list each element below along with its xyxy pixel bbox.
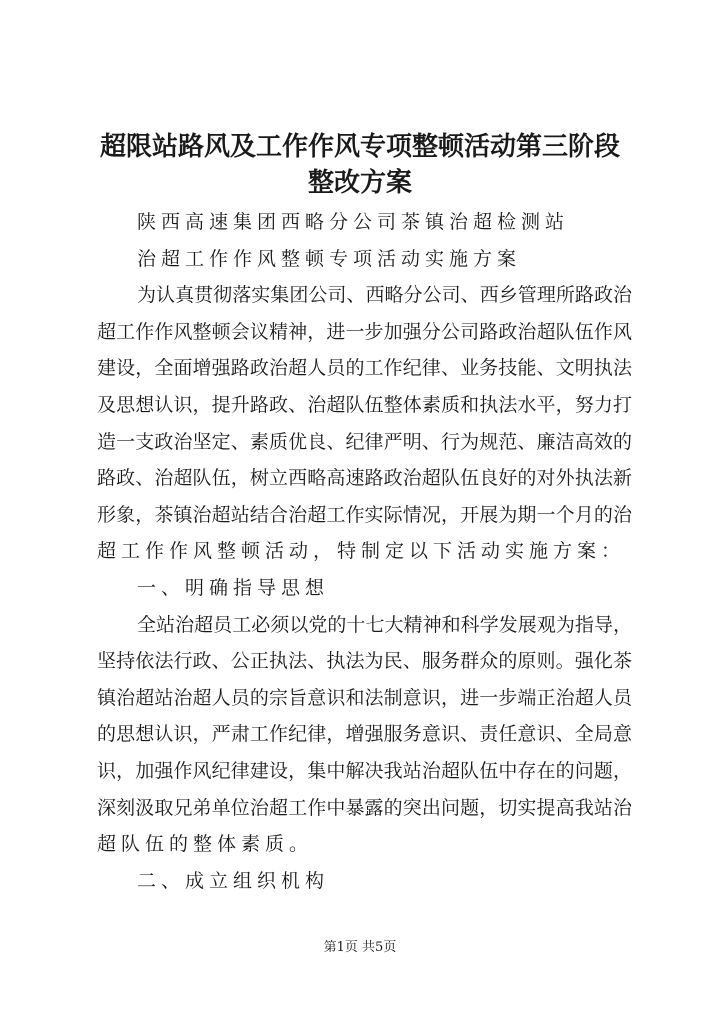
page-number-footer: 第1页 共5页 <box>323 940 397 955</box>
subtitle-plan: 治超工作作风整顿专项活动实施方案 <box>137 247 522 270</box>
section-heading-2: 二、成立组织机构 <box>137 869 330 892</box>
paragraph-line: 超队伍的整体素质。 <box>97 833 314 856</box>
paragraph-line: 造一支政治坚定、素质优良、纪律严明、行为规范、廉洁高效的 <box>97 430 632 453</box>
paragraph-line: 识，加强作风纪律建设，集中解决我站治超队伍中存在的问题， <box>97 759 632 782</box>
paragraph-guiding-thought <box>97 607 632 863</box>
paragraph-line: 坚持依法行政、公正执法、执法为民、服务群众的原则。强化茶 <box>97 650 632 673</box>
paragraph-line: 超工作作风整顿活动，特制定以下活动实施方案： <box>97 540 626 563</box>
paragraph-line: 为认真贯彻落实集团公司、西略分公司、西乡管理所路政治 <box>137 284 632 307</box>
paragraph-line: 路政、治超队伍，树立西略高速路政治超队伍良好的对外执法新 <box>97 467 632 490</box>
paragraph-intro <box>97 277 632 570</box>
paragraph-line: 及思想认识，提升路政、治超队伍整体素质和执法水平，努力打 <box>97 393 632 416</box>
paragraph-line: 形象，茶镇治超站结合治超工作实际情况，开展为期一个月的治 <box>97 503 632 526</box>
paragraph-line: 超工作作风整顿会议精神，进一步加强分公司路政治超队伍作风 <box>97 320 632 343</box>
document-title-line-2: 整改方案 <box>307 168 412 198</box>
paragraph-line: 全站治超员工必须以党的十七大精神和科学发展观为指导， <box>137 613 632 636</box>
document-body <box>97 204 632 899</box>
document-title-line-1: 超限站路风及工作作风专项整顿活动第三阶段 <box>99 132 620 162</box>
section-heading-1: 一、明确指导思想 <box>137 576 330 599</box>
subtitle-organization: 陕西高速集团西略分公司茶镇治超检测站 <box>137 211 570 233</box>
paragraph-line: 镇治超站治超人员的宗旨意识和法制意识，进一步端正治超人员 <box>97 686 632 709</box>
paragraph-line: 建设，全面增强路政治超人员的工作纪律、业务技能、文明执法 <box>97 357 632 380</box>
paragraph-line: 的思想认识，严肃工作纪律，增强服务意识、责任意识、全局意 <box>97 723 632 746</box>
paragraph-line: 深刻汲取兄弟单位治超工作中暴露的突出问题，切实提高我站治 <box>97 796 632 819</box>
